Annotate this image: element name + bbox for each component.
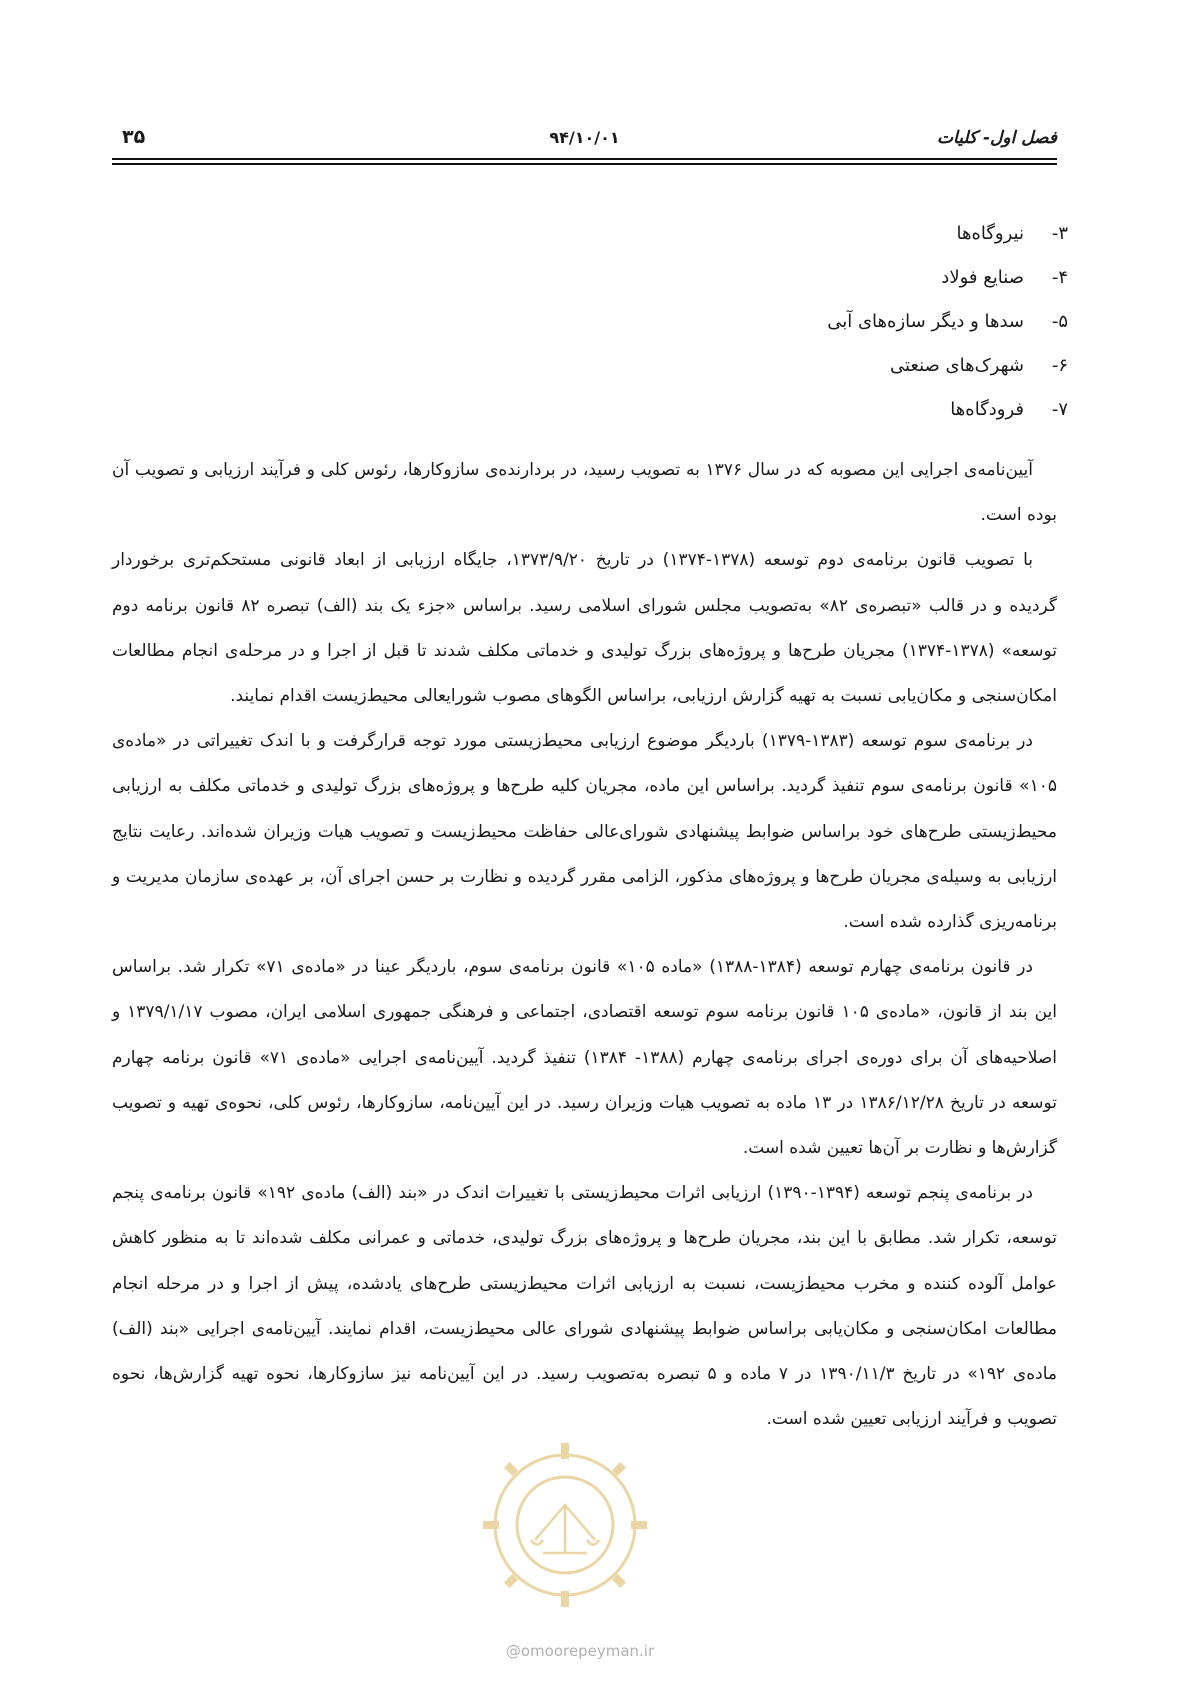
numbered-list xyxy=(468,212,1068,432)
list-item-number: ۵- xyxy=(1051,311,1068,332)
list-item-number: ۳- xyxy=(1051,223,1068,244)
header-rule xyxy=(112,158,1057,160)
website-watermark: @omoorepeyman.ir xyxy=(505,1642,655,1660)
list-item xyxy=(468,388,1068,432)
list-item xyxy=(468,300,1068,344)
list-item-number: ۷- xyxy=(1051,399,1068,420)
list-item-number: ۶- xyxy=(1051,355,1068,376)
list-item-text: فرودگاه‌ها xyxy=(950,399,1024,420)
body-text xyxy=(112,448,1057,1442)
list-item-text: سدها و دیگر سازه‌های آبی xyxy=(827,311,1024,332)
paragraph: در برنامه‌ی پنجم توسعه (۱۳۹۴-۱۳۹۰) ارزیابی اثرات محیط‌زیستی با تغییرات اندک در «بند (الف) ماده‌ی ۱۹۲» قانون برنامه‌ی پنجم توسعه، تکرار شد. مطابق با این بند، مجریان طرح‌ها و پروژه‌های بزرگ تولیدی، خدماتی و عمرانی مکلف شده‌اند تا به منظور کاهش عوامل آلوده کننده و مخرب محیط‌زیست، نسبت به ارزیابی اثرات محیط‌زیستی طرح‌های یادشده، پیش از اجرا و در مرحله انجام مطالعات امکان‌سنجی و مکان‌یابی براساس ضوابط پیشنهادی شورای عالی محیط‌زیست، اقدام نمایند. آیین‌نامه‌ی اجرایی «بند (الف) ماده‌ی ۱۹۲» در تاریخ ۱۳۹۰/۱۱/۳ در ۷ ماده و ۵ تبصره به‌تصویب رسید. در این آیین‌نامه نیز سازوکارها، نحوه تهیه گزارش‌ها، نحوه تصویب و فرآیند ارزیابی تعیین شده است. xyxy=(112,1183,1058,1430)
paragraph: در قانون برنامه‌ی چهارم توسعه (۱۳۸۴-۱۳۸۸) «ماده ۱۰۵» قانون برنامه‌ی سوم، باردیگر عینا در «ماده‌ی ۷۱» تکرار شد. براساس این بند از قانون، «ماده‌ی ۱۰۵ قانون برنامه سوم توسعه اقتصادی، اجتماعی و فرهنگی جمهوری اسلامی ایران، مصوب ۱۳۷۹/۱/۱۷ و اصلاحیه‌های آن برای دوره‌ی اجرای برنامه‌ی چهارم (۱۳۸۸- ۱۳۸۴) تنفیذ گردید. آیین‌نامه‌ی اجرایی «ماده‌ی ۷۱» قانون برنامه چهارم توسعه در تاریخ ۱۳۸۶/۱۲/۲۸ در ۱۳ ماده به تصویب هیات وزیران رسید. در این آیین‌نامه، سازوکارها، رئوس کلی، نحوه‌ی تهیه و تصویب گزارش‌ها و نظارت بر آن‌ها تعیین شده است. xyxy=(112,957,1058,1159)
list-item xyxy=(468,344,1068,388)
watermark-seal-logo xyxy=(475,1435,655,1615)
list-item-text: شهرک‌های صنعتی xyxy=(889,355,1024,376)
header-date: ۹۴/۱۰/۰۱ xyxy=(549,128,620,147)
list-item-text: نیروگاه‌ها xyxy=(956,223,1024,244)
list-item xyxy=(468,212,1068,256)
chapter-title: فصل اول- کلیات xyxy=(937,128,1057,148)
paragraph: آیین‌نامه‌ی اجرایی این مصوبه که در سال ۱۳۷۶ به تصویب رسید، در بردارنده‌ی سازوکارها، رئوس کلی و فرآیند ارزیابی و تصویب آن بوده است. xyxy=(112,460,1057,526)
list-item-text: صنایع فولاد xyxy=(941,267,1024,288)
paragraph: با تصویب قانون برنامه‌ی دوم توسعه (۱۳۷۸-۱۳۷۴) در تاریخ ۱۳۷۳/۹/۲۰، جایگاه ارزیابی از ابعاد قانونی مستحکم‌تری برخوردار گردیده و در قالب «تبصره‌ی ۸۲» به‌تصویب مجلس شورای اسلامی رسید. براساس «جزء یک بند (الف) تبصره ۸۲ قانون برنامه دوم توسعه» (۱۳۷۸-۱۳۷۴) مجریان طرح‌ها و پروژه‌های بزرگ تولیدی و خدماتی مکلف شدند تا قبل از اجرا و در مرحله‌ی انجام مطالعات امکان‌سنجی و مکان‌یابی نسبت به تهیه گزارش ارزیابی، براساس الگوهای مصوب شورایعالی محیط‌زیست اقدام نمایند. xyxy=(112,550,1058,707)
header-rule-secondary xyxy=(112,163,1057,165)
list-item xyxy=(468,256,1068,300)
page-number: ۳۵ xyxy=(122,126,146,148)
page-header xyxy=(112,122,1057,156)
list-item-number: ۴- xyxy=(1051,267,1068,288)
paragraph: در برنامه‌ی سوم توسعه (۱۳۸۳-۱۳۷۹) باردیگر موضوع ارزیابی محیط‌زیستی مورد توجه قرارگرفت و با اندک تغییراتی در «ماده‌ی ۱۰۵» قانون برنامه‌ی سوم تنفیذ گردید. براساس این ماده، مجریان کلیه طرح‌ها و پروژه‌های بزرگ تولیدی و خدماتی مکلف به ارزیابی محیط‌زیستی طرح‌های خود براساس ضوابط پیشنهادی شورای‌عالی حفاظت محیط‌زیست و تصویب هیات وزیران شده‌اند. رعایت نتایج ارزیابی به وسیله‌ی مجریان طرح‌ها و پروژه‌های مذکور، الزامی مقرر گردیده و نظارت بر حسن اجرای آن، بر عهده‌ی سازمان مدیریت و برنامه‌ریزی گذارده شده است. xyxy=(112,731,1057,933)
